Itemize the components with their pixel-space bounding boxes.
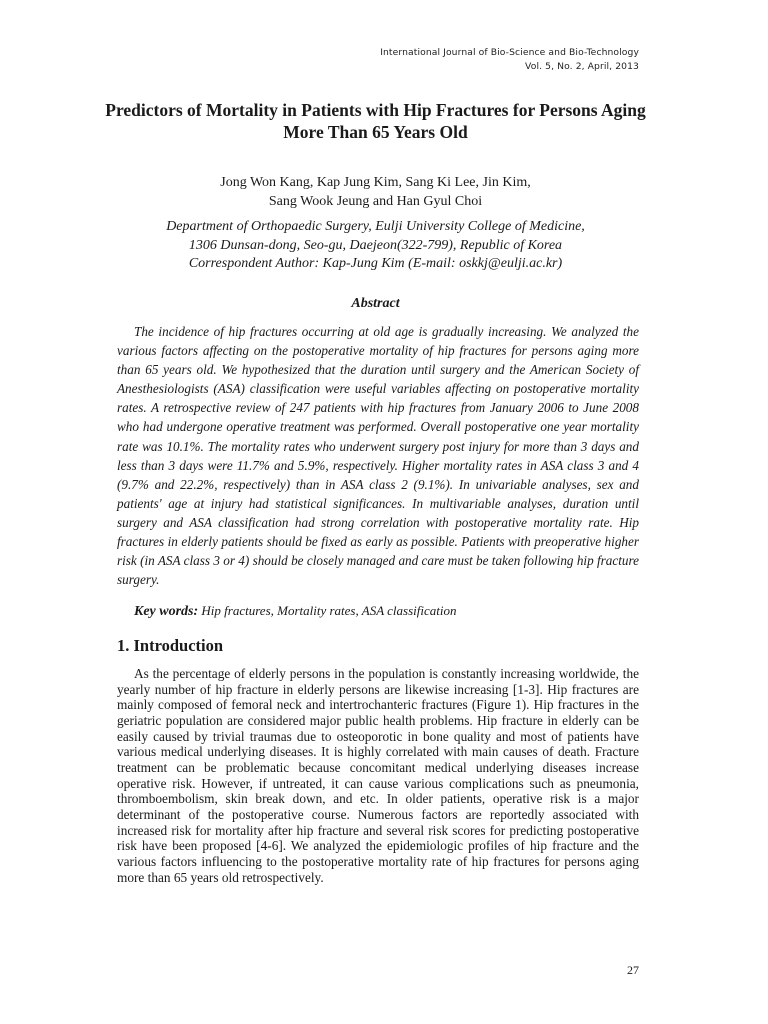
affiliation-address: 1306 Dunsan-dong, Seo-gu, Daejeon(322-799), Republic of Korea: [188, 237, 563, 253]
journal-header: [380, 46, 639, 74]
page-number: 27: [627, 963, 639, 977]
keywords-value: Hip fractures, Mortality rates, ASA classification: [201, 603, 457, 618]
author-list: [100, 173, 651, 211]
abstract-heading: Abstract: [351, 296, 400, 311]
authors-line-1: Jong Won Kang, Kap Jung Kim, Sang Ki Lee, Jin Kim,: [220, 175, 531, 190]
introduction-text: As the percentage of elderly persons in the population is constantly increasing worldwide, the yearly number of hip fracture in elderly persons are likewise increasing [1-3]. Hip fractures are mainly composed of femoral neck and intertrochanteric fractures (Figure 1). Hip fractures in the geriatric population are considered major public health problems. Hip fracture in elderly can be easily caused by trivial traumas due to osteoporotic in bone quality and most of patients have various medical underlying diseases. It is highly correlated with main causes of death. Fracture treatment can be problematic because concomitant medical underlying diseases increase operative risk. However, if untreated, it can cause various complications such as pneumonia, thromboembolism, skin break down, and etc. In older patients, operative risk is a major determinant of the postoperative course. Numerous factors are reportedly associated with increased risk for mortality after hip fracture and several risk scores for predicting postoperative risk have been proposed [4-6]. We analyzed the epidemiologic profiles of hip fracture and the various factors influencing to the postoperative mortality rate of hip fractures for persons aging more than 65 years old retrospectively.: [117, 666, 639, 885]
journal-name: International Journal of Bio-Science and Bio-Technology: [380, 47, 639, 58]
correspondent-author: Correspondent Author: Kap-Jung Kim (E-mail: oskkj@eulji.ac.kr): [188, 256, 563, 271]
section-heading-introduction: 1. Introduction: [117, 636, 224, 655]
abstract-text: The incidence of hip fractures occurring at old age is gradually increasing. We analyzed the various factors affecting on the postoperative mortality of hip fractures for persons aging more than 65 years old. We hypothesized that the duration until surgery and the American Society of Anesthesiologists (ASA) classification were useful variables affecting on postoperative mortality rates. A retrospective review of 247 patients with hip fractures from January 2006 to June 2008 who had undergone operative treatment was performed. Overall postoperative one year mortality rate was 10.1%. The mortality rates who underwent surgery post injury for more than 3 days and less than 3 days were 11.7% and 5.9%, respectively. Higher mortality rates in ASA class 3 and 4 (9.7% and 22.2%, respectively) than in ASA class 2 (9.1%). In univariable analyses, sex and patients' age at injury had statistical significances. In multivariable analyses, duration until surgery and ASA classification had strong correlation with postoperative mortality rate. Hip fractures in elderly patients should be fixed as early as possible. Patients with preoperative higher risk (in ASA class 3 or 4) should be closely managed and care must be taken following hip fracture surgery.: [117, 324, 639, 588]
paper-title: Predictors of Mortality in Patients with Hip Fractures for Persons Aging More Than 65 Years Old: [105, 100, 646, 142]
journal-volume: Vol. 5, No. 2, April, 2013: [525, 61, 639, 72]
keywords-label: Key words:: [134, 604, 199, 619]
affiliation: [100, 218, 651, 274]
affiliation-department: Department of Orthopaedic Surgery, Eulji University College of Medicine,: [166, 219, 585, 234]
authors-line-2: Sang Wook Jeung and Han Gyul Choi: [268, 194, 483, 209]
keywords: [134, 603, 639, 620]
